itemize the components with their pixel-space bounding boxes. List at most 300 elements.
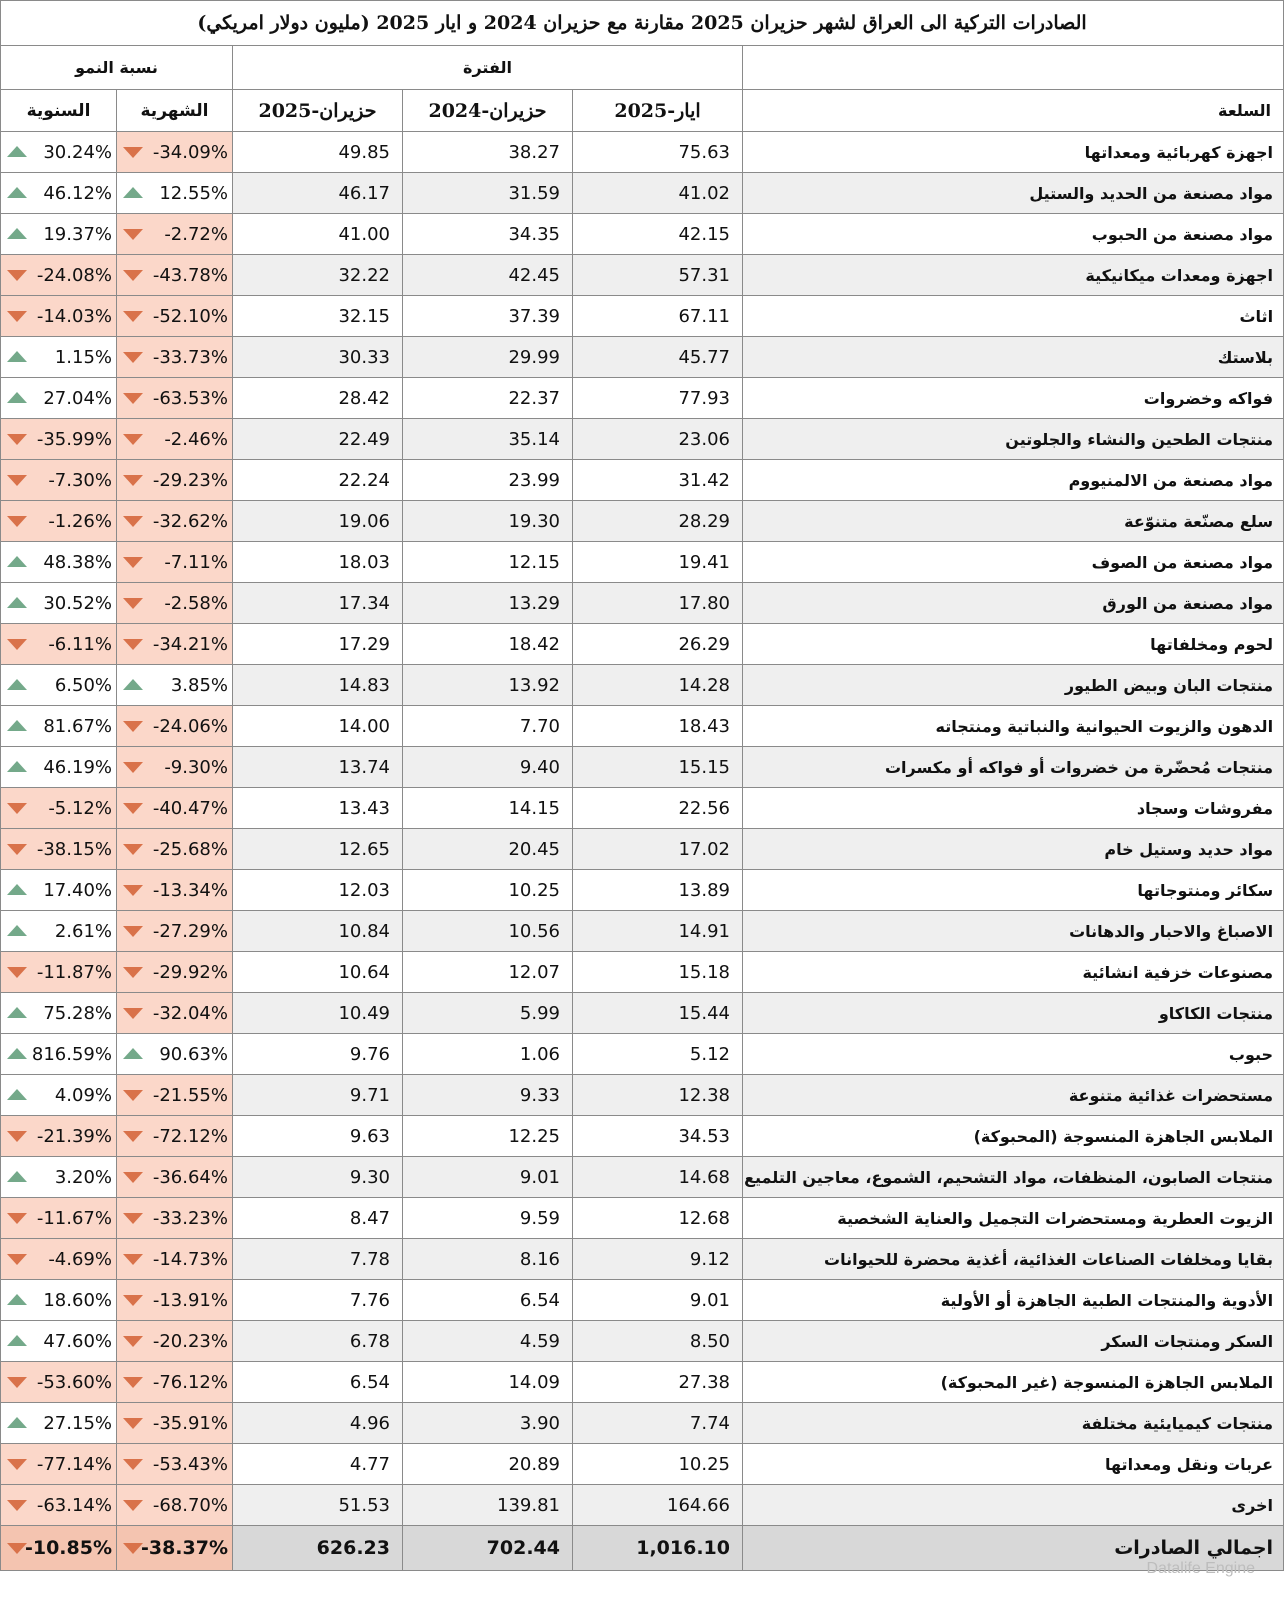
down-arrow-icon xyxy=(123,311,143,322)
jun2024-value: 22.37 xyxy=(403,378,573,419)
may2025-value: 27.38 xyxy=(573,1362,743,1403)
table-row xyxy=(1,665,1284,706)
growth-cell xyxy=(1,419,117,460)
down-arrow-icon xyxy=(7,475,27,486)
jun2024-value: 31.59 xyxy=(403,173,573,214)
jun2025-value: 9.71 xyxy=(233,1075,403,1116)
table-row xyxy=(1,952,1284,993)
up-arrow-icon xyxy=(7,228,27,239)
jun2025-value: 41.00 xyxy=(233,214,403,255)
growth-cell xyxy=(117,706,233,747)
growth-cell xyxy=(1,255,117,296)
may2025-value: 5.12 xyxy=(573,1034,743,1075)
jun2025-value: 12.03 xyxy=(233,870,403,911)
table-row xyxy=(1,993,1284,1034)
up-arrow-icon xyxy=(7,146,27,157)
down-arrow-icon xyxy=(7,1213,27,1224)
down-arrow-icon xyxy=(123,1213,143,1224)
growth-value: -2.58% xyxy=(164,592,228,614)
table-row xyxy=(1,747,1284,788)
down-arrow-icon xyxy=(123,1543,143,1554)
growth-cell xyxy=(1,788,117,829)
growth-cell xyxy=(117,911,233,952)
table-row xyxy=(1,1444,1284,1485)
commodity-name: لحوم ومخلفاتها xyxy=(743,624,1284,665)
growth-cell xyxy=(117,583,233,624)
jun2025-value: 4.77 xyxy=(233,1444,403,1485)
commodity-name: مواد مصنعة من الورق xyxy=(743,583,1284,624)
commodity-name: حبوب xyxy=(743,1034,1284,1075)
monthly-header: الشهرية xyxy=(117,90,233,132)
may2025-value: 23.06 xyxy=(573,419,743,460)
growth-cell xyxy=(1,542,117,583)
growth-value: -6.11% xyxy=(48,633,112,655)
down-arrow-icon xyxy=(123,147,143,158)
table-row xyxy=(1,460,1284,501)
growth-value: -4.69% xyxy=(48,1248,112,1270)
down-arrow-icon xyxy=(7,1377,27,1388)
table-row xyxy=(1,378,1284,419)
growth-cell xyxy=(117,1526,233,1571)
jun2025-value: 626.23 xyxy=(233,1526,403,1571)
may2025-value: 22.56 xyxy=(573,788,743,829)
growth-cell xyxy=(1,337,117,378)
growth-cell xyxy=(1,911,117,952)
growth-cell xyxy=(117,1403,233,1444)
growth-cell xyxy=(117,624,233,665)
growth-cell xyxy=(117,1362,233,1403)
commodity-name: الأدوية والمنتجات الطبية الجاهزة أو الأولية xyxy=(743,1280,1284,1321)
growth-value: -32.62% xyxy=(152,510,228,532)
growth-cell xyxy=(1,1280,117,1321)
table-row xyxy=(1,419,1284,460)
growth-value: 3.85% xyxy=(170,674,228,696)
may2025-value: 15.44 xyxy=(573,993,743,1034)
commodity-header: السلعة xyxy=(743,90,1284,132)
down-arrow-icon xyxy=(123,393,143,404)
growth-value: -21.39% xyxy=(36,1125,112,1147)
may2025-value: 13.89 xyxy=(573,870,743,911)
down-arrow-icon xyxy=(123,967,143,978)
table-title: الصادرات التركية الى العراق لشهر حزيران 2025 مقارنة مع حزيران 2024 و ايار 2025 (مليون دولار امريكي) xyxy=(1,1,1284,46)
may2025-header: ايار-2025 xyxy=(573,90,743,132)
growth-cell xyxy=(1,1075,117,1116)
jun2024-value: 23.99 xyxy=(403,460,573,501)
growth-value: 18.60% xyxy=(43,1289,112,1311)
growth-value: -20.23% xyxy=(152,1330,228,1352)
growth-value: -40.47% xyxy=(152,797,228,819)
may2025-value: 42.15 xyxy=(573,214,743,255)
table-row xyxy=(1,1157,1284,1198)
growth-value: -11.67% xyxy=(36,1207,112,1229)
jun2024-value: 9.01 xyxy=(403,1157,573,1198)
jun2024-value: 10.25 xyxy=(403,870,573,911)
jun2025-value: 10.84 xyxy=(233,911,403,952)
growth-value: -1.26% xyxy=(48,510,112,532)
growth-value: -34.21% xyxy=(152,633,228,655)
growth-value: 6.50% xyxy=(54,674,112,696)
growth-cell xyxy=(1,870,117,911)
jun2025-value: 19.06 xyxy=(233,501,403,542)
growth-value: 48.38% xyxy=(43,551,112,573)
commodity-name: مواد مصنعة من الالمنيووم xyxy=(743,460,1284,501)
growth-cell xyxy=(1,665,117,706)
commodity-name: عربات ونقل ومعداتها xyxy=(743,1444,1284,1485)
table-row xyxy=(1,132,1284,173)
down-arrow-icon xyxy=(123,1418,143,1429)
commodity-name: اثاث xyxy=(743,296,1284,337)
may2025-value: 41.02 xyxy=(573,173,743,214)
growth-cell xyxy=(1,829,117,870)
growth-value: -27.29% xyxy=(152,920,228,942)
jun2025-value: 13.74 xyxy=(233,747,403,788)
growth-cell xyxy=(117,665,233,706)
down-arrow-icon xyxy=(123,639,143,650)
jun2024-value: 9.40 xyxy=(403,747,573,788)
down-arrow-icon xyxy=(7,1254,27,1265)
growth-cell xyxy=(1,132,117,173)
commodity-name: الدهون والزيوت الحيوانية والنباتية ومنتجاته xyxy=(743,706,1284,747)
up-arrow-icon xyxy=(7,884,27,895)
jun2024-value: 9.59 xyxy=(403,1198,573,1239)
commodity-name: مواد مصنعة من الصوف xyxy=(743,542,1284,583)
table-row xyxy=(1,870,1284,911)
growth-value: -5.12% xyxy=(48,797,112,819)
growth-cell xyxy=(117,1157,233,1198)
growth-value: -33.23% xyxy=(152,1207,228,1229)
growth-value: 75.28% xyxy=(43,1002,112,1024)
down-arrow-icon xyxy=(123,1254,143,1265)
growth-cell xyxy=(117,173,233,214)
growth-cell xyxy=(117,1198,233,1239)
jun2024-value: 12.15 xyxy=(403,542,573,583)
down-arrow-icon xyxy=(7,516,27,527)
growth-value: -35.91% xyxy=(152,1412,228,1434)
growth-value: 1.15% xyxy=(54,346,112,368)
may2025-value: 14.68 xyxy=(573,1157,743,1198)
growth-cell xyxy=(1,1157,117,1198)
may2025-value: 67.11 xyxy=(573,296,743,337)
down-arrow-icon xyxy=(7,270,27,281)
up-arrow-icon xyxy=(123,1048,143,1059)
growth-cell xyxy=(1,624,117,665)
down-arrow-icon xyxy=(123,844,143,855)
may2025-value: 18.43 xyxy=(573,706,743,747)
may2025-value: 26.29 xyxy=(573,624,743,665)
may2025-value: 14.91 xyxy=(573,911,743,952)
may2025-value: 15.18 xyxy=(573,952,743,993)
down-arrow-icon xyxy=(123,885,143,896)
down-arrow-icon xyxy=(7,311,27,322)
growth-cell xyxy=(117,1485,233,1526)
growth-value: -36.64% xyxy=(152,1166,228,1188)
may2025-value: 14.28 xyxy=(573,665,743,706)
commodity-name: مواد حديد وستيل خام xyxy=(743,829,1284,870)
growth-value: -10.85% xyxy=(24,1537,112,1559)
growth-value: -2.46% xyxy=(164,428,228,450)
growth-cell xyxy=(117,952,233,993)
table-row xyxy=(1,296,1284,337)
growth-value: 30.52% xyxy=(43,592,112,614)
down-arrow-icon xyxy=(123,762,143,773)
jun2024-value: 139.81 xyxy=(403,1485,573,1526)
may2025-value: 19.41 xyxy=(573,542,743,583)
jun2025-value: 46.17 xyxy=(233,173,403,214)
growth-value: 4.09% xyxy=(54,1084,112,1106)
growth-cell xyxy=(117,378,233,419)
table-row xyxy=(1,501,1284,542)
jun2024-value: 6.54 xyxy=(403,1280,573,1321)
growth-group-header: نسبة النمو xyxy=(1,46,233,90)
down-arrow-icon xyxy=(123,1377,143,1388)
jun2025-value: 7.78 xyxy=(233,1239,403,1280)
commodity-name: مواد مصنعة من الحديد والستيل xyxy=(743,173,1284,214)
jun2025-value: 49.85 xyxy=(233,132,403,173)
jun2024-value: 8.16 xyxy=(403,1239,573,1280)
growth-value: -29.92% xyxy=(152,961,228,983)
down-arrow-icon xyxy=(7,803,27,814)
growth-value: 27.04% xyxy=(43,387,112,409)
may2025-value: 31.42 xyxy=(573,460,743,501)
growth-value: 30.24% xyxy=(43,141,112,163)
commodity-name: اجهزة ومعدات ميكانيكية xyxy=(743,255,1284,296)
growth-cell xyxy=(117,255,233,296)
growth-value: -24.06% xyxy=(152,715,228,737)
total-row xyxy=(1,1526,1284,1571)
growth-value: -63.53% xyxy=(152,387,228,409)
down-arrow-icon xyxy=(7,434,27,445)
up-arrow-icon xyxy=(7,1335,27,1346)
jun2024-value: 34.35 xyxy=(403,214,573,255)
growth-cell xyxy=(1,1526,117,1571)
growth-value: -68.70% xyxy=(152,1494,228,1516)
jun2024-value: 12.07 xyxy=(403,952,573,993)
may2025-value: 8.50 xyxy=(573,1321,743,1362)
growth-value: -72.12% xyxy=(152,1125,228,1147)
jun2025-value: 6.54 xyxy=(233,1362,403,1403)
up-arrow-icon xyxy=(7,1417,27,1428)
growth-value: -21.55% xyxy=(152,1084,228,1106)
down-arrow-icon xyxy=(123,270,143,281)
may2025-value: 17.80 xyxy=(573,583,743,624)
growth-cell xyxy=(1,747,117,788)
down-arrow-icon xyxy=(123,721,143,732)
down-arrow-icon xyxy=(7,1131,27,1142)
growth-value: -33.73% xyxy=(152,346,228,368)
jun2024-value: 7.70 xyxy=(403,706,573,747)
jun2025-value: 22.49 xyxy=(233,419,403,460)
growth-value: 12.55% xyxy=(159,182,228,204)
jun2025-value: 12.65 xyxy=(233,829,403,870)
table-row xyxy=(1,1485,1284,1526)
up-arrow-icon xyxy=(7,1089,27,1100)
growth-cell xyxy=(117,542,233,583)
commodity-name: الملابس الجاهزة المنسوجة (المحبوكة) xyxy=(743,1116,1284,1157)
jun2024-value: 42.45 xyxy=(403,255,573,296)
growth-cell xyxy=(117,829,233,870)
down-arrow-icon xyxy=(123,1131,143,1142)
down-arrow-icon xyxy=(7,1543,27,1554)
jun2025-value: 18.03 xyxy=(233,542,403,583)
table-row xyxy=(1,829,1284,870)
may2025-value: 164.66 xyxy=(573,1485,743,1526)
growth-value: -43.78% xyxy=(152,264,228,286)
growth-cell xyxy=(1,1116,117,1157)
jun2024-value: 37.39 xyxy=(403,296,573,337)
growth-cell xyxy=(1,1198,117,1239)
growth-value: -2.72% xyxy=(164,223,228,245)
jun2024-value: 14.15 xyxy=(403,788,573,829)
table-row xyxy=(1,1280,1284,1321)
jun2024-value: 4.59 xyxy=(403,1321,573,1362)
down-arrow-icon xyxy=(123,434,143,445)
growth-value: -25.68% xyxy=(152,838,228,860)
growth-cell xyxy=(1,378,117,419)
growth-cell xyxy=(117,1239,233,1280)
up-arrow-icon xyxy=(7,1294,27,1305)
growth-cell xyxy=(1,993,117,1034)
table-row xyxy=(1,255,1284,296)
growth-cell xyxy=(117,1034,233,1075)
growth-value: -52.10% xyxy=(152,305,228,327)
may2025-value: 12.38 xyxy=(573,1075,743,1116)
growth-cell xyxy=(1,1362,117,1403)
table-row xyxy=(1,214,1284,255)
jun2024-value: 10.56 xyxy=(403,911,573,952)
commodity-name: سكائر ومنتوجاتها xyxy=(743,870,1284,911)
jun2025-value: 14.83 xyxy=(233,665,403,706)
up-arrow-icon xyxy=(7,1048,27,1059)
growth-cell xyxy=(117,747,233,788)
jun2024-value: 1.06 xyxy=(403,1034,573,1075)
up-arrow-icon xyxy=(7,925,27,936)
growth-value: -32.04% xyxy=(152,1002,228,1024)
jun2024-value: 702.44 xyxy=(403,1526,573,1571)
commodity-name: الاصباغ والاحبار والدهانات xyxy=(743,911,1284,952)
commodity-name: بقايا ومخلفات الصناعات الغذائية، أغذية محضرة للحيوانات xyxy=(743,1239,1284,1280)
up-arrow-icon xyxy=(7,392,27,403)
table-row xyxy=(1,788,1284,829)
jun2024-value: 20.89 xyxy=(403,1444,573,1485)
table-row xyxy=(1,1034,1284,1075)
down-arrow-icon xyxy=(123,1295,143,1306)
growth-cell xyxy=(117,1321,233,1362)
jun2025-value: 9.76 xyxy=(233,1034,403,1075)
may2025-value: 17.02 xyxy=(573,829,743,870)
empty-header xyxy=(743,46,1284,90)
may2025-value: 57.31 xyxy=(573,255,743,296)
growth-cell xyxy=(1,173,117,214)
jun2024-value: 13.92 xyxy=(403,665,573,706)
down-arrow-icon xyxy=(7,967,27,978)
growth-value: 17.40% xyxy=(43,879,112,901)
jun2025-value: 9.63 xyxy=(233,1116,403,1157)
may2025-value: 9.12 xyxy=(573,1239,743,1280)
down-arrow-icon xyxy=(123,1008,143,1019)
commodity-name: مواد مصنعة من الحبوب xyxy=(743,214,1284,255)
table-row xyxy=(1,337,1284,378)
jun2024-value: 29.99 xyxy=(403,337,573,378)
table-row xyxy=(1,706,1284,747)
growth-cell xyxy=(117,993,233,1034)
commodity-name: الملابس الجاهزة المنسوجة (غير المحبوكة) xyxy=(743,1362,1284,1403)
growth-cell xyxy=(1,214,117,255)
growth-cell xyxy=(117,1280,233,1321)
commodity-name: اخرى xyxy=(743,1485,1284,1526)
jun2025-header: حزيران-2025 xyxy=(233,90,403,132)
growth-cell xyxy=(1,706,117,747)
down-arrow-icon xyxy=(7,844,27,855)
commodity-name: بلاستك xyxy=(743,337,1284,378)
may2025-value: 28.29 xyxy=(573,501,743,542)
commodity-name: منتجات كيميايئية مختلفة xyxy=(743,1403,1284,1444)
growth-cell xyxy=(117,337,233,378)
table-row xyxy=(1,173,1284,214)
growth-cell xyxy=(1,1239,117,1280)
commodity-name: مفروشات وسجاد xyxy=(743,788,1284,829)
table-row xyxy=(1,542,1284,583)
growth-value: -63.14% xyxy=(36,1494,112,1516)
commodity-name: منتجات مُحضّرة من خضروات أو فواكه أو مكسرات xyxy=(743,747,1284,788)
down-arrow-icon xyxy=(123,352,143,363)
down-arrow-icon xyxy=(123,1336,143,1347)
may2025-value: 75.63 xyxy=(573,132,743,173)
commodity-name: منتجات الكاكاو xyxy=(743,993,1284,1034)
commodity-name: فواكه وخضروات xyxy=(743,378,1284,419)
growth-cell xyxy=(117,788,233,829)
jun2025-value: 10.64 xyxy=(233,952,403,993)
commodity-name: منتجات الصابون، المنظفات، مواد التشحيم، الشموع، معاجين التلميع xyxy=(743,1157,1284,1198)
down-arrow-icon xyxy=(7,1459,27,1470)
commodity-name: مصنوعات خزفية انشائية xyxy=(743,952,1284,993)
commodity-name: اجمالي الصادرات xyxy=(743,1526,1284,1571)
jun2025-value: 10.49 xyxy=(233,993,403,1034)
may2025-value: 15.15 xyxy=(573,747,743,788)
growth-cell xyxy=(1,1444,117,1485)
jun2025-value: 8.47 xyxy=(233,1198,403,1239)
growth-value: -7.11% xyxy=(164,551,228,573)
commodity-name: منتجات البان وبيض الطيور xyxy=(743,665,1284,706)
jun2024-value: 13.29 xyxy=(403,583,573,624)
growth-value: -34.09% xyxy=(152,141,228,163)
growth-cell xyxy=(1,1485,117,1526)
table-row xyxy=(1,1362,1284,1403)
watermark: Datalife Engine xyxy=(1146,1560,1255,1577)
up-arrow-icon xyxy=(123,187,143,198)
up-arrow-icon xyxy=(7,597,27,608)
commodity-name: سلع مصنّعة متنوّعة xyxy=(743,501,1284,542)
jun2025-value: 17.29 xyxy=(233,624,403,665)
down-arrow-icon xyxy=(123,557,143,568)
up-arrow-icon xyxy=(7,187,27,198)
may2025-value: 45.77 xyxy=(573,337,743,378)
table-row xyxy=(1,911,1284,952)
jun2024-value: 19.30 xyxy=(403,501,573,542)
jun2024-value: 5.99 xyxy=(403,993,573,1034)
jun2025-value: 51.53 xyxy=(233,1485,403,1526)
growth-cell xyxy=(117,214,233,255)
table-row xyxy=(1,1075,1284,1116)
growth-cell xyxy=(1,1403,117,1444)
up-arrow-icon xyxy=(7,761,27,772)
up-arrow-icon xyxy=(7,679,27,690)
growth-value: -29.23% xyxy=(152,469,228,491)
jun2025-value: 13.43 xyxy=(233,788,403,829)
growth-value: -53.60% xyxy=(36,1371,112,1393)
annual-header: السنوية xyxy=(1,90,117,132)
growth-value: -9.30% xyxy=(164,756,228,778)
table-row xyxy=(1,1239,1284,1280)
